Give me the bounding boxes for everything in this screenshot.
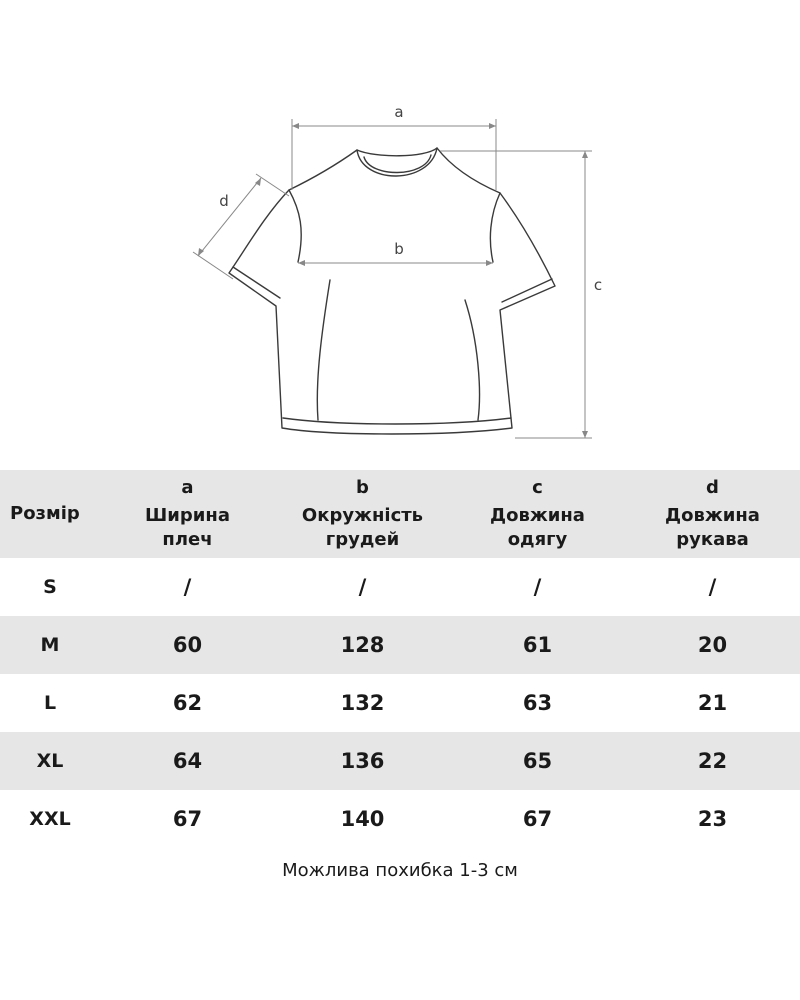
value-cell: 20 xyxy=(697,633,728,657)
bottom-hem xyxy=(283,418,511,424)
value-cell: 140 xyxy=(340,807,385,831)
value-cell: / xyxy=(183,575,192,599)
value-cell: 65 xyxy=(522,749,553,773)
value-cell: 132 xyxy=(340,691,385,715)
sleeve-hem-left xyxy=(233,267,280,298)
size-cell: M xyxy=(40,634,60,656)
size-cell: S xyxy=(43,576,57,598)
value-cell: / xyxy=(708,575,717,599)
shoulder-seam-left xyxy=(289,190,301,262)
value-cell: / xyxy=(533,575,542,599)
table-row xyxy=(0,732,800,790)
value-cell: 60 xyxy=(172,633,203,657)
value-cell: 67 xyxy=(172,807,203,831)
tolerance-note: Можлива похибка 1-3 см xyxy=(282,860,518,881)
dimension-a-label: a xyxy=(394,103,404,121)
value-cell: 136 xyxy=(340,749,385,773)
table-row xyxy=(0,558,800,616)
shoulder-seam-right xyxy=(490,193,500,262)
header-chest xyxy=(275,470,450,558)
dimension-b-label: b xyxy=(394,240,404,258)
header-shoulder-width xyxy=(100,470,275,558)
header-length xyxy=(450,470,625,558)
dimension-d-label: d xyxy=(219,192,229,210)
header-letter: c xyxy=(532,477,543,498)
table-row xyxy=(0,790,800,848)
value-cell: 64 xyxy=(172,749,203,773)
header-name: Довжина рукава xyxy=(665,505,760,550)
table-row xyxy=(0,674,800,732)
value-cell: 23 xyxy=(697,807,728,831)
value-cell: 62 xyxy=(172,691,203,715)
tshirt-collar xyxy=(357,148,437,176)
header-size: Розмір xyxy=(10,503,80,524)
size-table xyxy=(0,470,800,848)
table-row xyxy=(0,616,800,674)
value-cell: 63 xyxy=(522,691,553,715)
tshirt-outline xyxy=(229,148,555,434)
value-cell: / xyxy=(358,575,367,599)
tshirt-diagram xyxy=(0,0,800,470)
header-name: Довжина одягу xyxy=(490,505,585,550)
value-cell: 128 xyxy=(340,633,385,657)
header-letter: a xyxy=(181,477,194,498)
header-sleeve xyxy=(625,470,800,558)
value-cell: 21 xyxy=(697,691,728,715)
header-letter: d xyxy=(706,477,719,498)
value-cell: 67 xyxy=(522,807,553,831)
header-name: Окружність грудей xyxy=(301,505,424,550)
size-cell: XXL xyxy=(29,808,71,830)
side-seam-right xyxy=(465,300,479,420)
dimension-d-line xyxy=(198,178,261,256)
size-cell: L xyxy=(43,692,57,714)
value-cell: 22 xyxy=(697,749,728,773)
header-letter: b xyxy=(356,477,369,498)
value-cell: 61 xyxy=(522,633,553,657)
size-cell: XL xyxy=(36,750,64,772)
header-name: Ширина плеч xyxy=(145,505,230,550)
side-seam-left xyxy=(317,280,330,420)
dimension-c-label: c xyxy=(593,276,603,294)
table-header-row xyxy=(0,470,800,558)
